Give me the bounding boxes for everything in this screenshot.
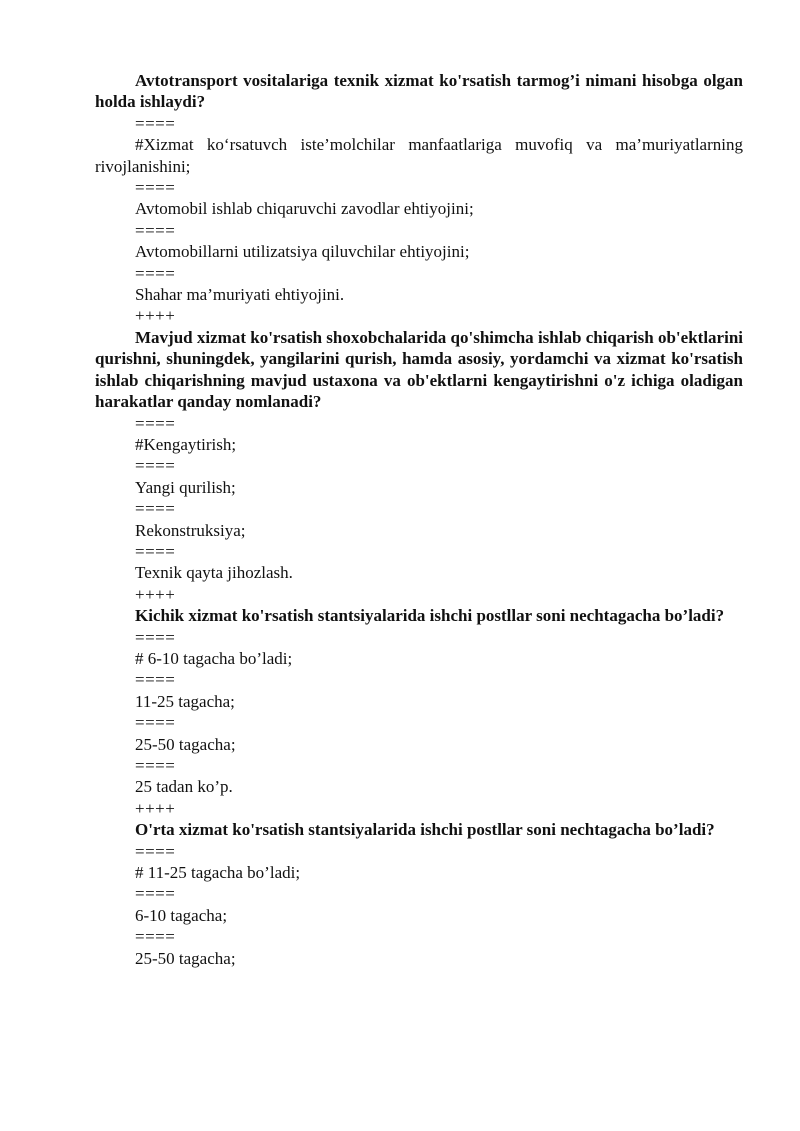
document-page <box>95 70 743 969</box>
answer-option: # 11-25 tagacha bo’ladi; <box>135 863 301 883</box>
answer-option: Avtomobillarni utilizatsiya qiluvchilar ehtiyojini; <box>135 242 470 262</box>
answer-option: Texnik qayta jihozlash. <box>135 563 293 583</box>
end-marker: ++++ <box>135 306 176 326</box>
separator: ==== <box>135 841 176 861</box>
answer-option: #Kengaytirish; <box>135 434 237 454</box>
separator: ==== <box>135 927 176 947</box>
separator: ==== <box>135 713 176 733</box>
answer-option: Rekonstruksiya; <box>135 520 246 540</box>
separator: ==== <box>135 756 176 775</box>
answer-option: Avtomobil ishlab chiqaruvchi zavodlar ehtiyojini; <box>135 199 474 219</box>
question-3: Kichik xizmat ko'rsatish stantsiyalarida ishchi postllar soni nechtagacha bo’ladi? <box>135 606 725 626</box>
answer-option: #Xizmat ko‘rsatuvch iste’molchilar manfaatlariga muvofiq va ma’muriyatlarning rivojlanishini; <box>95 135 743 176</box>
answer-option: 6-10 tagacha; <box>135 905 228 925</box>
separator: ==== <box>135 220 176 240</box>
separator: ==== <box>135 499 176 519</box>
separator: ==== <box>135 456 176 476</box>
separator: ==== <box>135 413 176 433</box>
answer-option: 25-50 tagacha; <box>135 948 236 968</box>
end-marker: ++++ <box>135 798 176 818</box>
answer-option: 11-25 tagacha; <box>135 691 235 711</box>
question-1: Avtotransport vositalariga texnik xizmat ko'rsatish tarmog’i nimani hisobga olgan holda ishlaydi? <box>95 71 743 112</box>
separator: ==== <box>135 627 176 647</box>
answer-option: Shahar ma’muriyati ehtiyojini. <box>135 285 345 305</box>
separator: ==== <box>135 884 176 904</box>
separator: ==== <box>135 178 176 198</box>
separator: ==== <box>135 263 176 283</box>
end-marker: ++++ <box>135 584 176 604</box>
separator: ==== <box>135 541 176 561</box>
answer-option: 25-50 tagacha; <box>135 734 236 754</box>
separator: ==== <box>135 670 176 690</box>
answer-option: # 6-10 tagacha bo’ladi; <box>135 648 293 668</box>
separator: ==== <box>135 113 176 133</box>
answer-option: 25 tadan ko’p. <box>135 777 233 797</box>
question-4: O'rta xizmat ko'rsatish stantsiyalarida ishchi postllar soni nechtagacha bo’ladi? <box>135 820 715 840</box>
answer-option: Yangi qurilish; <box>135 477 236 497</box>
question-2: Mavjud xizmat ko'rsatish shoxobchalarida qo'shimcha ishlab chiqarish ob'ektlarini qurishni, shuningdek, yangilarini qurish, hamda asosiy, yordamchi va xizmat ko'rsatish ishlab chiqarishning mavjud ustaxona va ob'ektlarni kengaytirishni o'z ichiga oladigan harakatlar qanday nomlanadi? <box>95 327 743 412</box>
